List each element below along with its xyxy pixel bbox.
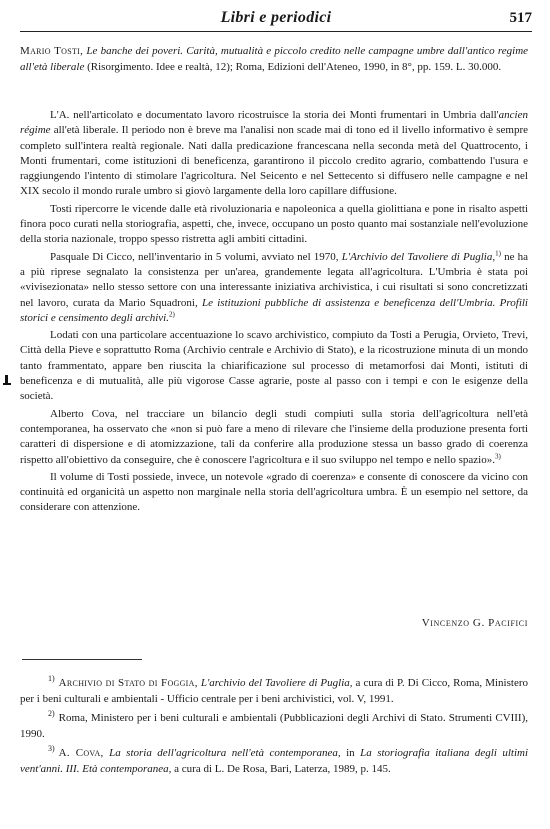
book-citation — [20, 44, 528, 75]
footnote-ref-2: 2) — [168, 310, 175, 319]
paragraph-4: Lodati con una particolare accentuazione lo scavo archivistico, compiuto da Tosti a Perugia, Orvieto, Trevi, Città della Pieve e soprattutto Roma (Archivio centrale e Archivio di Stato), e la ricostruzione minuta di un mondo tanto frammentato, appare ben riuscita la chiarificazione sul processo di metamorfosi dai Monti, istituti di beneficenza e di mutualità, alle più vigorose Casse agrarie, poste al passo con i tempi e con le esigenze della società. — [20, 329, 528, 403]
review-body — [20, 108, 528, 516]
footnote-3-volume: La storiografia italiana degli ultimi vent'anni. III. Età contemporanea, — [20, 747, 529, 775]
footnote-2-number: 2) — [48, 709, 55, 719]
footnote-3 — [20, 746, 528, 777]
paragraph-5 — [20, 407, 528, 468]
citation-author: Mario Tosti, — [20, 45, 84, 57]
paragraph-6: Il volume di Tosti possiede, invece, un notevole «grado di coerenza» e consente di conoscere da vicino con continuità ed organicità un aspetto non marginale nella storia dell'agricoltura umbra. È un esempio nel settore, da considerare con attenzione. — [20, 470, 528, 514]
paragraph-3 — [20, 250, 528, 326]
paragraph-3-text-b: ne ha a più riprese segnalato la consistenza per un'area, grandemente legata all'agricoltura. L'Umbria è stata poi «vivisezionata» nello stesso settore con una interessante iniziativa archivistica, i cui risultati si sono concretizzati nel lavoro, curata da Mario Squadroni, — [20, 250, 528, 309]
paragraph-2: Tosti ripercorre le vicende dalle età rivoluzionaria e napoleonica a quella giolittiana e pone in risalto aspetti finora poco curati nella storiografia, aspetti, che, invece, occupano un posto quanto mai sostanziale nell'evoluzione della storia nazionale, troppo spesso ristretta agli ambiti cittadini. — [20, 202, 528, 246]
footnote-2 — [20, 711, 528, 742]
citation-title: Le banche dei poveri. Carità, mutualità e piccolo credito nelle campagne umbre dall'antico regime all'età liberale — [20, 45, 529, 73]
footnote-3-details: a cura di L. De Rosa, Bari, Laterza, 1989, p. 145. — [171, 762, 391, 775]
footnote-1 — [20, 676, 528, 707]
footnote-3-in: in — [340, 747, 361, 759]
footnote-3-number: 3) — [48, 744, 55, 754]
paragraph-1-text-a: L'A. nell'articolato e documentato lavoro ricostruisce la storia dei Monti frumentari in Umbria dall' — [50, 109, 499, 121]
footnote-1-title: L'archivio del Tavoliere di Puglia, — [200, 677, 353, 689]
paragraph-1-text-b: all'età liberale. Il periodo non è breve ma l'analisi non scade mai di tono ed il livello informativo è sempre completo sull'intera realtà regionale. Nati dalla predicazione francescana nella seconda metà del Quattrocento, i Monti frumentari, come istituzioni di beneficenza, garantirono il piccolo credito agrario, combattendo l'usura e raggiungendo l'intento di stimolare l'agricoltura. Nel Seicento e nel Settecento si diffusero nelle campagne e nel XIX secolo il mondo rurale umbro si giovò largamente della loro capillare diffusione. — [20, 124, 528, 198]
paragraph-1 — [20, 108, 528, 200]
paragraph-5-text: Alberto Cova, nel tracciare un bilancio degli studi compiuti sulla storia dell'agricoltura nell'età contemporanea, ha osservato che «non si può fare a meno di rilevare che l'insieme della produzione presenta forti caratteri di dispersione e di atomizzazione, tali da conferire alla produzione stessa un basso grado di coerenza rispetto all'obiettivo da conseguire, che è conoscere l'agricoltura e il suo sviluppo nel tempo e nello spazio». — [20, 407, 528, 466]
footnote-1-number: 1) — [48, 674, 55, 684]
footnote-3-title: La storia dell'agricoltura nell'età contemporanea, — [109, 747, 341, 759]
footnotes — [20, 676, 528, 781]
footnotes-rule — [22, 659, 142, 660]
footnote-2-text: Roma, Ministero per i beni culturali e ambientali (Pubblicazioni degli Archivi di Stato. Strumenti CVIII), 1990. — [20, 712, 528, 740]
margin-mark — [3, 375, 11, 385]
footnote-3-author: A. Cova, — [58, 747, 104, 759]
paragraph-3-italic-a: L'Archivio del Tavoliere di Puglia, — [341, 250, 496, 263]
running-title: Libri e periodici — [220, 9, 332, 26]
footnote-ref-3: 3) — [495, 451, 501, 460]
citation-details: (Risorgimento. Idee e realtà, 12); Roma, Edizioni dell'Ateneo, 1990, in 8°, pp. 159. L. 30.000. — [87, 60, 502, 73]
footnote-1-source: Archivio di Stato di Foggia, — [58, 677, 198, 689]
paragraph-1-italic: ancien régime — [20, 109, 528, 137]
paragraph-3-italic-b: Le istituzioni pubbliche di assistenza e beneficenza dell'Umbria. Profili storici e censimento degli archivi. — [20, 296, 528, 324]
running-header — [20, 9, 532, 35]
paragraph-3-text-a: Pasquale Di Cicco, nell'inventario in 5 volumi, avviato nel 1970, — [50, 250, 342, 263]
header-rule — [20, 31, 532, 32]
footnote-ref-1: 1) — [495, 249, 501, 258]
page-number: 517 — [509, 10, 532, 26]
footnote-1-details: a cura di P. Di Cicco, Roma, Ministero per i beni culturali e ambientali - Ufficio centrale per i beni archivistici, vol. V, 1991. — [20, 677, 528, 705]
reviewer-signature: Vincenzo G. Pacifici — [421, 617, 528, 629]
